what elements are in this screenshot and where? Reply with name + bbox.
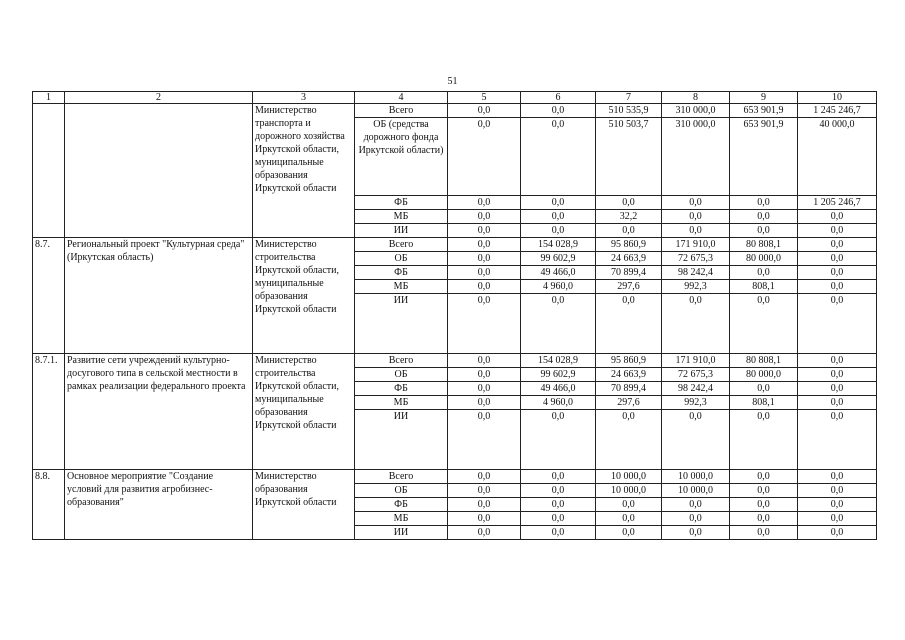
funding-source: МБ: [355, 280, 448, 294]
value-cell: 99 602,9: [521, 252, 596, 266]
value-cell: 0,0: [448, 238, 521, 252]
value-cell: 171 910,0: [662, 354, 730, 368]
value-cell: 99 602,9: [521, 368, 596, 382]
value-cell: 0,0: [448, 224, 521, 238]
value-cell: 4 960,0: [521, 396, 596, 410]
value-cell: 24 663,9: [596, 368, 662, 382]
header-cell: 3: [253, 92, 355, 104]
value-cell: 0,0: [448, 104, 521, 118]
value-cell: 0,0: [730, 382, 798, 396]
value-cell: 98 242,4: [662, 382, 730, 396]
value-cell: 0,0: [730, 498, 798, 512]
value-cell: 0,0: [798, 396, 877, 410]
value-cell: 10 000,0: [662, 484, 730, 498]
value-cell: 0,0: [798, 368, 877, 382]
value-cell: 0,0: [798, 354, 877, 368]
value-cell: 49 466,0: [521, 266, 596, 280]
value-cell: 808,1: [730, 396, 798, 410]
value-cell: 0,0: [662, 210, 730, 224]
funding-source: ФБ: [355, 498, 448, 512]
responsible-agency: Министерство строительства Иркутской области, муниципальные образования Иркутской области: [253, 354, 355, 470]
value-cell: 0,0: [662, 512, 730, 526]
table-row: [33, 470, 877, 484]
value-cell: 98 242,4: [662, 266, 730, 280]
value-cell: 0,0: [521, 470, 596, 484]
header-cell: 9: [730, 92, 798, 104]
header-cell: 4: [355, 92, 448, 104]
value-cell: 10 000,0: [596, 484, 662, 498]
value-cell: 0,0: [662, 294, 730, 354]
value-cell: 95 860,9: [596, 354, 662, 368]
header-cell: 7: [596, 92, 662, 104]
header-cell: 5: [448, 92, 521, 104]
value-cell: 992,3: [662, 396, 730, 410]
value-cell: 510 503,7: [596, 118, 662, 196]
funding-source: ИИ: [355, 224, 448, 238]
value-cell: 40 000,0: [798, 118, 877, 196]
value-cell: 0,0: [521, 512, 596, 526]
budget-table: [32, 91, 877, 540]
value-cell: 0,0: [521, 498, 596, 512]
value-cell: 0,0: [662, 526, 730, 540]
header-cell: 2: [65, 92, 253, 104]
header-cell: 6: [521, 92, 596, 104]
funding-source: МБ: [355, 512, 448, 526]
value-cell: 0,0: [448, 118, 521, 196]
header-cell: 10: [798, 92, 877, 104]
value-cell: 0,0: [798, 294, 877, 354]
item-number: 8.7.1.: [33, 354, 65, 470]
value-cell: 0,0: [730, 470, 798, 484]
value-cell: 0,0: [448, 512, 521, 526]
value-cell: 0,0: [730, 196, 798, 210]
value-cell: 154 028,9: [521, 238, 596, 252]
value-cell: 0,0: [798, 498, 877, 512]
value-cell: 1 245 246,7: [798, 104, 877, 118]
value-cell: 32,2: [596, 210, 662, 224]
value-cell: 0,0: [798, 252, 877, 266]
value-cell: 0,0: [798, 484, 877, 498]
header-cell: 8: [662, 92, 730, 104]
value-cell: 0,0: [521, 104, 596, 118]
value-cell: 0,0: [448, 368, 521, 382]
value-cell: 0,0: [521, 294, 596, 354]
value-cell: 154 028,9: [521, 354, 596, 368]
funding-source: Всего: [355, 354, 448, 368]
value-cell: 80 808,1: [730, 354, 798, 368]
value-cell: 0,0: [521, 484, 596, 498]
value-cell: 0,0: [448, 266, 521, 280]
value-cell: 80 808,1: [730, 238, 798, 252]
table-row: [33, 354, 877, 368]
value-cell: 0,0: [730, 294, 798, 354]
funding-source: МБ: [355, 210, 448, 224]
header-row: [33, 92, 877, 104]
value-cell: 1 205 246,7: [798, 196, 877, 210]
item-name: Региональный проект "Культурная среда" (Иркутская область): [65, 238, 253, 354]
value-cell: 0,0: [596, 512, 662, 526]
value-cell: 0,0: [662, 196, 730, 210]
value-cell: 310 000,0: [662, 104, 730, 118]
value-cell: 70 899,4: [596, 382, 662, 396]
value-cell: 0,0: [596, 224, 662, 238]
value-cell: 72 675,3: [662, 368, 730, 382]
value-cell: 0,0: [798, 210, 877, 224]
value-cell: 0,0: [448, 280, 521, 294]
value-cell: 297,6: [596, 396, 662, 410]
header-cell: 1: [33, 92, 65, 104]
value-cell: 0,0: [798, 280, 877, 294]
value-cell: 510 535,9: [596, 104, 662, 118]
table-row: [33, 238, 877, 252]
value-cell: 0,0: [448, 484, 521, 498]
value-cell: 0,0: [798, 224, 877, 238]
value-cell: 10 000,0: [662, 470, 730, 484]
value-cell: 4 960,0: [521, 280, 596, 294]
value-cell: 0,0: [521, 196, 596, 210]
value-cell: 0,0: [521, 526, 596, 540]
value-cell: 0,0: [448, 498, 521, 512]
funding-source: ОБ (средства дорожного фонда Иркутской области): [355, 118, 448, 196]
value-cell: 653 901,9: [730, 118, 798, 196]
value-cell: 80 000,0: [730, 252, 798, 266]
funding-source: Всего: [355, 104, 448, 118]
value-cell: 0,0: [596, 410, 662, 470]
value-cell: 0,0: [730, 410, 798, 470]
value-cell: 70 899,4: [596, 266, 662, 280]
value-cell: 310 000,0: [662, 118, 730, 196]
table-row: [33, 104, 877, 118]
value-cell: 0,0: [448, 354, 521, 368]
value-cell: 0,0: [448, 396, 521, 410]
value-cell: 0,0: [730, 512, 798, 526]
value-cell: 0,0: [448, 252, 521, 266]
value-cell: 0,0: [662, 410, 730, 470]
funding-source: ИИ: [355, 410, 448, 470]
value-cell: 0,0: [521, 410, 596, 470]
value-cell: 0,0: [798, 238, 877, 252]
responsible-agency: Министерство образования Иркутской области: [253, 470, 355, 540]
value-cell: 80 000,0: [730, 368, 798, 382]
responsible-agency: Министерство строительства Иркутской области, муниципальные образования Иркутской области: [253, 238, 355, 354]
item-number: 8.7.: [33, 238, 65, 354]
value-cell: 0,0: [521, 224, 596, 238]
value-cell: 808,1: [730, 280, 798, 294]
value-cell: 0,0: [448, 294, 521, 354]
funding-source: МБ: [355, 396, 448, 410]
value-cell: 0,0: [448, 410, 521, 470]
funding-source: ФБ: [355, 266, 448, 280]
value-cell: 0,0: [596, 526, 662, 540]
funding-source: ФБ: [355, 196, 448, 210]
value-cell: 0,0: [521, 210, 596, 224]
value-cell: 72 675,3: [662, 252, 730, 266]
funding-source: ИИ: [355, 526, 448, 540]
funding-source: ИИ: [355, 294, 448, 354]
value-cell: 0,0: [448, 382, 521, 396]
value-cell: 297,6: [596, 280, 662, 294]
item-name: [65, 104, 253, 238]
value-cell: 0,0: [596, 498, 662, 512]
value-cell: 95 860,9: [596, 238, 662, 252]
value-cell: 0,0: [448, 210, 521, 224]
value-cell: 0,0: [798, 526, 877, 540]
item-name: Развитие сети учреждений культурно-досугового типа в сельской местности в рамках реализации федерального проекта: [65, 354, 253, 470]
page-number: 51: [447, 76, 458, 87]
value-cell: 171 910,0: [662, 238, 730, 252]
value-cell: 49 466,0: [521, 382, 596, 396]
value-cell: 653 901,9: [730, 104, 798, 118]
value-cell: 0,0: [730, 266, 798, 280]
item-name: Основное мероприятие "Создание условий для развития агробизнес-образования": [65, 470, 253, 540]
value-cell: 0,0: [448, 196, 521, 210]
value-cell: 0,0: [521, 118, 596, 196]
item-number: [33, 104, 65, 238]
value-cell: 0,0: [730, 526, 798, 540]
value-cell: 0,0: [596, 196, 662, 210]
value-cell: 0,0: [662, 224, 730, 238]
value-cell: 0,0: [798, 382, 877, 396]
value-cell: 0,0: [798, 410, 877, 470]
funding-source: ФБ: [355, 382, 448, 396]
funding-source: Всего: [355, 238, 448, 252]
value-cell: 10 000,0: [596, 470, 662, 484]
value-cell: 0,0: [730, 210, 798, 224]
funding-source: ОБ: [355, 252, 448, 266]
value-cell: 0,0: [798, 512, 877, 526]
value-cell: 0,0: [596, 294, 662, 354]
funding-source: ОБ: [355, 368, 448, 382]
responsible-agency: Министерство транспорта и дорожного хозяйства Иркутской области, муниципальные образования Иркутской области: [253, 104, 355, 238]
item-number: 8.8.: [33, 470, 65, 540]
funding-source: Всего: [355, 470, 448, 484]
value-cell: 992,3: [662, 280, 730, 294]
value-cell: 0,0: [798, 470, 877, 484]
value-cell: 0,0: [448, 526, 521, 540]
value-cell: 0,0: [448, 470, 521, 484]
value-cell: 0,0: [730, 224, 798, 238]
value-cell: 0,0: [662, 498, 730, 512]
value-cell: 0,0: [798, 266, 877, 280]
value-cell: 24 663,9: [596, 252, 662, 266]
funding-source: ОБ: [355, 484, 448, 498]
value-cell: 0,0: [730, 484, 798, 498]
